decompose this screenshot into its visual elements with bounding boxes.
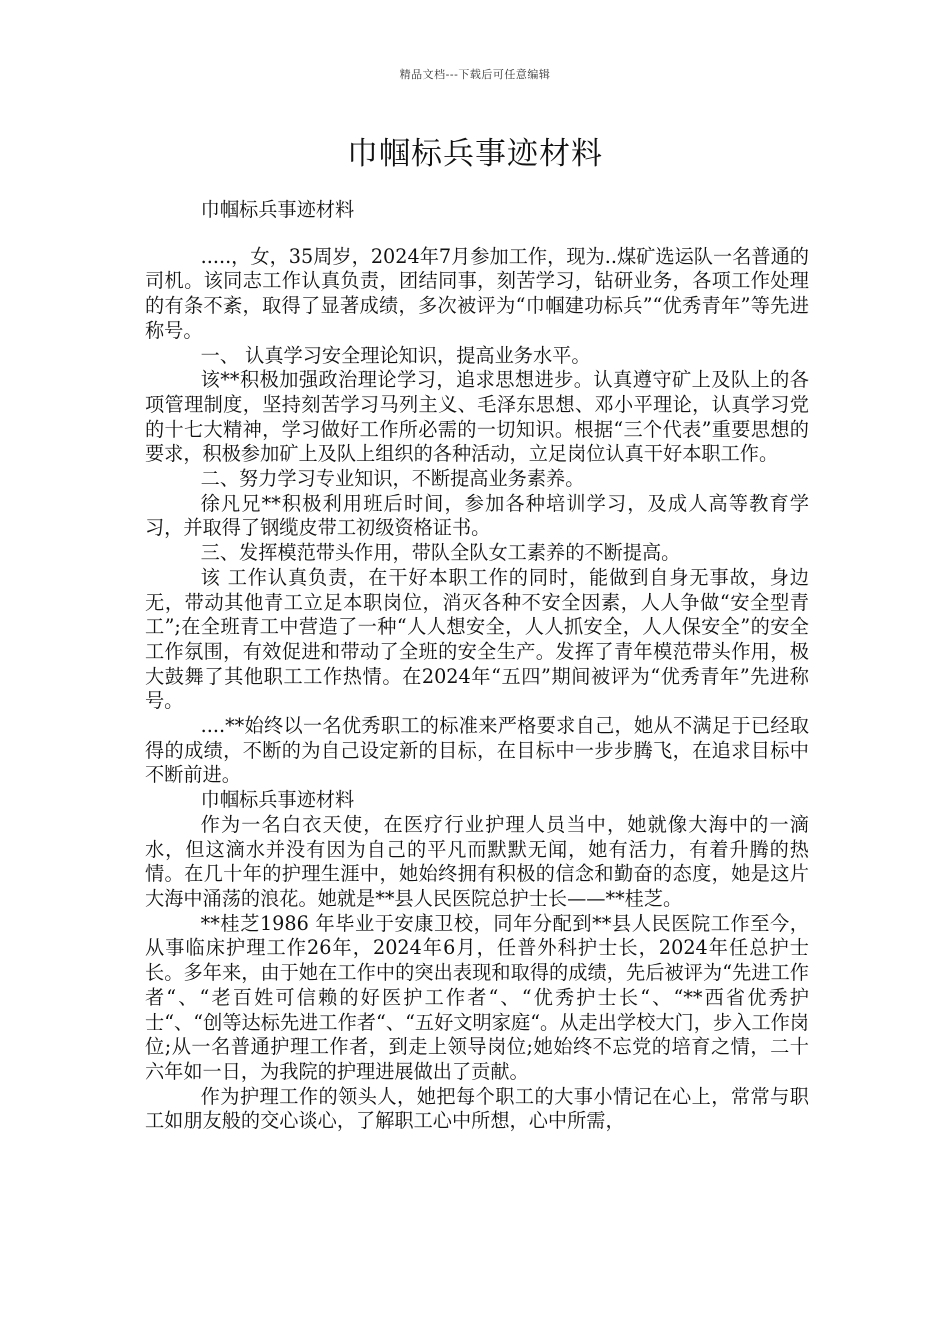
body-paragraph: .....，女，35周岁，2024年7月参加工作，现为..煤矿选运队一名普通的司机。该同志工作认真负责，团结同事，刻苦学习，钻研业务，各项工作处理的有条不紊，取得了显著成绩，多次被评为“巾帼建功标兵”“优秀青年”等先进称号。: [145, 244, 809, 342]
body-paragraph: 该**积极加强政治理论学习，追求思想进步。认真遵守矿上及队上的各项管理制度，坚持刻苦学习马列主义、毛泽东思想、邓小平理论，认真学习党的十七大精神，学习做好工作所必需的一切知识。根据“三个代表”重要思想的要求，积极参加矿上及队上组织的各种活动，立足岗位认真干好本职工作。: [145, 368, 809, 466]
section-heading: 二、努力学习专业知识，不断提高业务素养。: [200, 467, 585, 491]
body-paragraph: 徐凡兄**积极利用班后时间，参加各种培训学习，及成人高等教育学习，并取得了钢缆皮带工初级资格证书。: [145, 491, 809, 540]
header-note: 精品文档---下载后可任意编辑: [399, 68, 551, 81]
body-paragraph: 作为护理工作的领头人，她把每个职工的大事小情记在心上，常常与职工如朋友般的交心谈心，了解职工心中所想，心中所需，: [145, 1084, 809, 1133]
body-paragraph: 该 工作认真负责，在干好本职工作的同时，能做到自身无事故，身边无，带动其他青工立足本职岗位，消灭各种不安全因素，人人争做“安全型青工”;在全班青工中营造了一种“人人想安全，人人抓安全，人人保安全”的安全工作氛围，有效促进和带动了全班的安全生产。发挥了青年模范带头作用，极大鼓舞了其他职工工作热情。在2024年“五四”期间被评为“优秀青年”先进称号。: [145, 565, 809, 713]
body-paragraph: ....**始终以一名优秀职工的标准来严格要求自己，她从不满足于已经取得的成绩，不断的为自己设定新的目标，在目标中一步步腾飞，在追求目标中不断前进。: [145, 714, 809, 787]
section-heading: 一、 认真学习安全理论知识，提高业务水平。: [200, 343, 591, 367]
section-heading: 巾帼标兵事迹材料: [200, 788, 355, 812]
section-heading: 巾帼标兵事迹材料: [200, 198, 355, 221]
document-body: [145, 198, 809, 1134]
section-heading: 三、发挥模范带头作用，带队全队女工素养的不断提高。: [200, 541, 681, 565]
body-paragraph: 作为一名白衣天使，在医疗行业护理人员当中，她就像大海中的一滴水，但这滴水并没有因为自己的平凡而默默无闻，她有活力，有着升腾的热情。在几十年的护理生涯中，她始终拥有积极的信念和勤奋的态度，她是这片大海中涌荡的浪花。她就是**县人民医院总护士长——**桂芝。: [145, 812, 809, 910]
body-paragraph: **桂芝1986 年毕业于安康卫校，同年分配到**县人民医院工作至今，从事临床护理工作26年，2024年6月，任普外科护士长，2024年任总护士长。多年来，由于她在工作中的突出表现和取得的成绩，先后被评为“先进工作者“、“老百姓可信赖的好医护工作者“、“优秀护士长“、“**西省优秀护士“、“创等达标先进工作者“、“五好文明家庭“。从走出学校大门，步入工作岗位;从一名普通护理工作者，到走上领导岗位;她始终不忘党的培育之情，二十六年如一日，为我院的护理进展做出了贡献。: [145, 911, 809, 1083]
document-title: 巾帼标兵事迹材料: [347, 136, 603, 172]
